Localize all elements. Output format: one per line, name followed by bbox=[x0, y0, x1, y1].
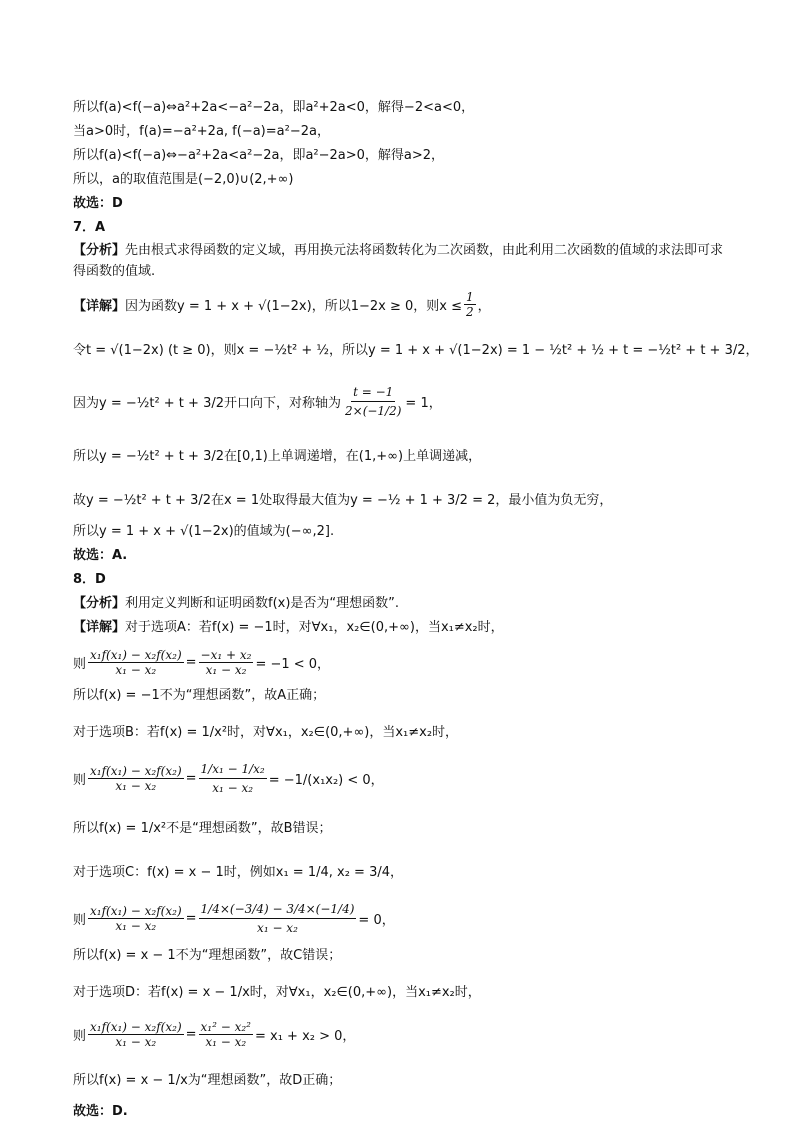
text-segment: 故y = −½t² + t + 3/2在x = 1处取得最大值为y = −½ + 1 + 3/2 = 2，最小值为负无穷， bbox=[73, 492, 613, 508]
text-segment: 对于选项A：若f(x) = −1时，对∀x₁，x₂∈(0,+∞)，当x₁≠x₂时， bbox=[125, 620, 504, 635]
fraction bbox=[199, 760, 267, 797]
text-segment: 所以f(x) = x − 1/x为“理想函数”，故D正确； bbox=[73, 1072, 342, 1088]
fraction-numerator: x₁f(x₁) − x₂f(x₂) bbox=[90, 1019, 182, 1034]
text-segment: = −1/(x₁x₂) < 0， bbox=[268, 772, 384, 788]
fraction-denominator: x₁ − x₂ bbox=[205, 1034, 247, 1049]
text-line: 所以f(a)<f(−a)⇔−a²+2a<a²−2a，即a²−2a>0，解得a>2， bbox=[73, 148, 445, 163]
fraction-denominator: x₁ − x₂ bbox=[115, 1034, 157, 1049]
analysis-tag: 【分析】 bbox=[73, 243, 126, 258]
text-segment: = 1， bbox=[405, 395, 442, 411]
text-line: 当a>0时，f(a)=−a²+2a, f(−a)=a²−2a， bbox=[73, 124, 330, 139]
text-segment: 对于选项B：若f(x) = 1/x²时，对∀x₁，x₂∈(0,+∞)，当x₁≠x₂时， bbox=[73, 724, 459, 740]
question-7-heading: 7．A bbox=[73, 220, 106, 235]
equals-sign: = bbox=[185, 1026, 197, 1042]
fraction-denominator: x₁ − x₂ bbox=[115, 918, 157, 933]
question-8-heading: 8．D bbox=[73, 572, 106, 587]
analysis-text: 利用定义判断和证明函数f(x)是否为“理想函数”. bbox=[125, 596, 400, 611]
q8-option-d-result bbox=[73, 1056, 733, 1100]
text-segment: 令t = √(1−2x) (t ≥ 0)，则x = −½t² + ½，所以y = 1 + x + √(1−2x) = 1 − ½t² + ½ + t = −½t² + t + 3/2， bbox=[73, 342, 759, 358]
q8-option-b-formula bbox=[73, 752, 733, 804]
text-segment: ， bbox=[477, 298, 491, 314]
fraction bbox=[199, 900, 357, 937]
q8-analysis bbox=[73, 592, 733, 616]
q8-option-c-intro bbox=[73, 848, 733, 892]
q8-option-d-intro bbox=[73, 968, 733, 1012]
analysis-text: 先由根式求得函数的定义域，再用换元法将函数转化为二次函数，由此利用二次函数的值域的求法即可求得函数的值域. bbox=[73, 243, 724, 279]
solution-content bbox=[73, 96, 759, 1124]
text-segment: = x₁ + x₂ > 0， bbox=[255, 1028, 356, 1044]
text-segment: 对于选项D：若f(x) = x − 1/x时，对∀x₁，x₂∈(0,+∞)，当x₁≠x₂时， bbox=[73, 984, 481, 1000]
answer-line: 故选：D. bbox=[73, 1104, 128, 1119]
fraction-numerator: 1 bbox=[465, 289, 474, 304]
text-line: 所以f(x) = −1不为“理想函数”，故A正确； bbox=[73, 688, 326, 703]
detail-tag: 【详解】 bbox=[73, 620, 126, 635]
text-segment: 因为函数y = 1 + x + √(1−2x)，所以1−2x ≥ 0，则x ≤ bbox=[125, 298, 462, 314]
fraction bbox=[199, 648, 254, 677]
text-segment: 则 bbox=[73, 656, 87, 672]
fraction-denominator: 2 bbox=[465, 304, 474, 319]
text-segment: 则 bbox=[73, 1028, 87, 1044]
answer-line: 故选：D bbox=[73, 196, 123, 211]
equals-sign: = bbox=[185, 770, 197, 786]
q7-detail-line-5 bbox=[73, 476, 733, 520]
text-segment: 则 bbox=[73, 912, 87, 928]
text-line: 所以f(a)<f(−a)⇔a²+2a<−a²−2a，即a²+2a<0，解得−2<a<0， bbox=[73, 100, 475, 115]
q8-option-b-result bbox=[73, 804, 733, 848]
text-segment: 对于选项C：f(x) = x − 1时，例如x₁ = 1/4, x₂ = 3/4， bbox=[73, 864, 404, 880]
answer-line: 故选：A. bbox=[73, 548, 128, 563]
equals-sign: = bbox=[185, 910, 197, 926]
text-segment: = 0， bbox=[358, 912, 395, 928]
q8-option-a-intro bbox=[73, 616, 733, 640]
q8-option-b-intro bbox=[73, 708, 733, 752]
q7-detail-line-1 bbox=[73, 282, 733, 326]
fraction bbox=[199, 1020, 253, 1049]
fraction-numerator: x₁f(x₁) − x₂f(x₂) bbox=[90, 647, 182, 662]
fraction-numerator: 1/4×(−3/4) − 3/4×(−1/4) bbox=[199, 900, 357, 919]
text-line: 所以f(x) = x − 1不为“理想函数”，故C错误； bbox=[73, 948, 342, 963]
text-segment: 所以f(x) = 1/x²不是“理想函数”，故B错误； bbox=[73, 820, 332, 836]
fraction-numerator: x₁f(x₁) − x₂f(x₂) bbox=[90, 903, 182, 918]
fraction-denominator: x₁ − x₂ bbox=[205, 662, 247, 677]
fraction-denominator: x₁ − x₂ bbox=[115, 662, 157, 677]
fraction bbox=[464, 290, 476, 319]
fraction-numerator: x₁f(x₁) − x₂f(x₂) bbox=[90, 763, 182, 778]
fraction-denominator: x₁ − x₂ bbox=[257, 920, 298, 935]
fraction-numerator: t = −1 bbox=[351, 383, 395, 402]
fraction bbox=[343, 383, 403, 420]
detail-tag: 【详解】 bbox=[73, 298, 126, 314]
fraction bbox=[88, 1020, 184, 1049]
fraction-numerator: x₁² − x₂² bbox=[200, 1019, 251, 1034]
q8-option-c-formula bbox=[73, 892, 733, 944]
q7-detail-line-6: 所以y = 1 + x + √(1−2x)的值域为(−∞,2]. bbox=[73, 524, 335, 539]
fraction-numerator: 1/x₁ − 1/x₂ bbox=[199, 760, 267, 779]
analysis-tag: 【分析】 bbox=[73, 596, 126, 611]
text-segment: 因为y = −½t² + t + 3/2开口向下，对称轴为 bbox=[73, 395, 341, 411]
fraction bbox=[88, 764, 184, 793]
fraction-denominator: x₁ − x₂ bbox=[212, 780, 254, 795]
fraction-numerator: −x₁ + x₂ bbox=[200, 647, 252, 662]
equals-sign: = bbox=[185, 654, 197, 670]
text-segment: 则 bbox=[73, 772, 87, 788]
text-segment: = −1 < 0， bbox=[255, 656, 331, 672]
q8-option-a-formula bbox=[73, 640, 733, 684]
fraction-denominator: x₁ − x₂ bbox=[115, 778, 157, 793]
fraction bbox=[88, 904, 184, 933]
fraction bbox=[88, 648, 184, 677]
q7-analysis bbox=[73, 240, 733, 282]
q7-detail-line-4 bbox=[73, 432, 733, 476]
q7-detail-line-2 bbox=[73, 326, 759, 370]
q8-option-d-formula bbox=[73, 1012, 733, 1056]
text-segment: 所以y = −½t² + t + 3/2在[0,1)上单调递增，在(1,+∞)上单调递减， bbox=[73, 448, 482, 464]
text-line: 所以，a的取值范围是(−2,0)∪(2,+∞) bbox=[73, 172, 294, 187]
q7-detail-line-3 bbox=[73, 370, 733, 432]
fraction-denominator: 2×(−1/2) bbox=[345, 403, 402, 418]
